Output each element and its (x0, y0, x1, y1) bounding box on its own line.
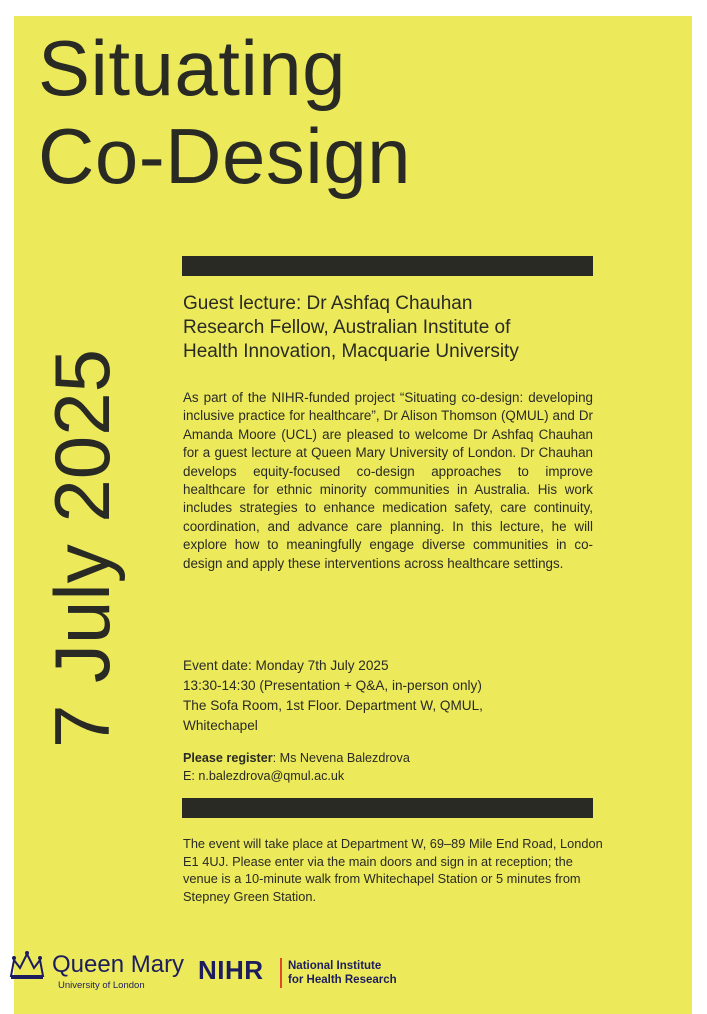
guest-lecture-heading (183, 292, 603, 364)
lecture-line-1: Guest lecture: Dr Ashfaq Chauhan (183, 293, 473, 314)
event-location-line-2: Whitechapel (183, 718, 258, 733)
nihr-divider (280, 958, 282, 988)
poster-title (38, 24, 411, 200)
event-details (183, 656, 603, 736)
event-time: 13:30-14:30 (Presentation + Q&A, in-person only) (183, 678, 482, 693)
lecture-line-3: Health Innovation, Macquarie University (183, 341, 519, 362)
registration-info (183, 749, 603, 785)
event-date-vertical: 7 July 2025 (38, 349, 126, 748)
event-location-line-1: The Sofa Room, 1st Floor. Department W, QMUL, (183, 698, 483, 713)
venue-info: The event will take place at Department W, 69–89 Mile End Road, London E1 4UJ. Please enter via the main doors and sign in at reception; the venue is a 10-minute walk from Whitechapel Station or 5 minutes from Stepney Green Station. (183, 836, 603, 904)
register-label: Please register (183, 751, 273, 765)
footer-logos (0, 946, 707, 1000)
lecture-line-2: Research Fellow, Australian Institute of (183, 317, 511, 338)
register-contact: : Ms Nevena Balezdrova (272, 751, 410, 765)
queen-mary-logo-text: Queen Mary (52, 951, 185, 978)
nihr-full-name (288, 959, 397, 987)
register-email[interactable]: E: n.balezdrova@qmul.ac.uk (183, 769, 345, 783)
nihr-logo: NIHR (198, 955, 264, 985)
title-line-1: Situating (38, 24, 347, 112)
lecture-description: As part of the NIHR-funded project “Situating co-design: developing inclusive practice for healthcare”, Dr Alison Thomson (QMUL) and Dr Amanda Moore (UCL) are pleased to welcome Dr Ashfaq Chauhan for a guest lecture at Queen Mary University of London. Dr Chauhan develops equity-focused co-design approaches to improve healthcare for ethnic minority communities in Australia. His work includes strategies to enhance medication safety, care continuity, coordination, and advance care planning. In this lecture, he will explore how to meaningfully engage diverse communities in co-design and apply these interventions across healthcare settings. (183, 390, 593, 571)
queen-mary-crown-icon (8, 950, 46, 980)
divider-bar-top (182, 256, 593, 276)
divider-bar-bottom (182, 798, 593, 818)
event-date: Event date: Monday 7th July 2025 (183, 658, 389, 673)
nihr-name-line-2: for Health Research (288, 974, 397, 986)
title-line-2: Co-Design (38, 112, 411, 200)
queen-mary-subtitle: University of London (58, 980, 145, 991)
nihr-name-line-1: National Institute (288, 960, 382, 972)
